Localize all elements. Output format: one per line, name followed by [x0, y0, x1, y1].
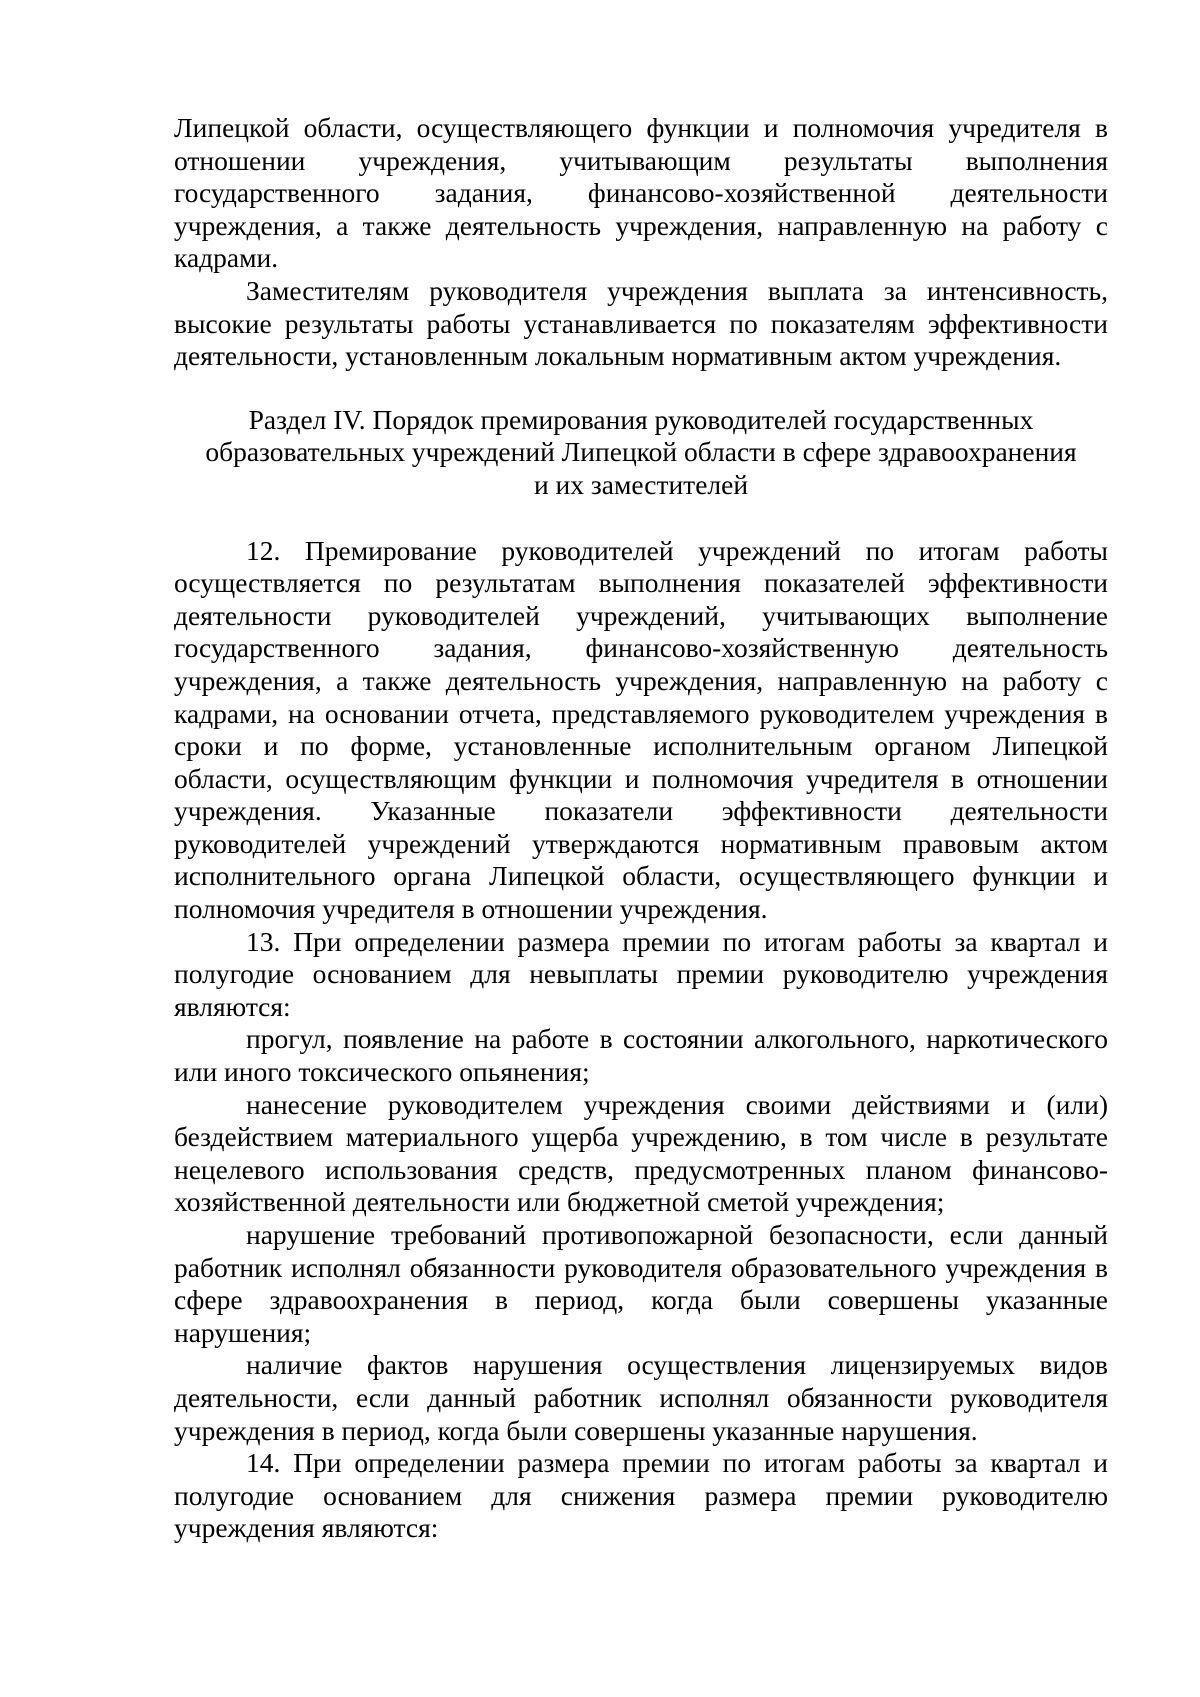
spacer [174, 373, 1108, 404]
intro-continuation-paragraph: Липецкой области, осуществляющего функции и полномочия учредителя в отношении учреждения, учитывающим результаты выполнения государственного задания, финансово-хозяйственной деятельности учреждения, а также деятельность учреждения, направленную на работу с кадрами. [174, 112, 1108, 274]
clause-14-paragraph: 14. При определении размера премии по итогам работы за квартал и полугодие основанием для снижения размера премии руководителю учреждения являются: [174, 1447, 1108, 1544]
spacer [174, 502, 1108, 535]
clause-13-item-3: нарушение требований противопожарной безопасности, если данный работник исполнял обязанности руководителя образовательного учреждения в сфере здравоохранения в период, когда были совершены указанные нарушения; [174, 1219, 1108, 1348]
clause-13-item-4: наличие фактов нарушения осуществления лицензируемых видов деятельности, если данный работник исполнял обязанности руководителя учреждения в период, когда были совершены указанные нарушения. [174, 1349, 1108, 1446]
section-heading-line-2: образовательных учреждений Липецкой области в сфере здравоохранения [205, 436, 1077, 468]
section-heading-line-1: Раздел IV. Порядок премирования руководителей государственных [248, 403, 1034, 435]
clause-13-paragraph: 13. При определении размера премии по итогам работы за квартал и полугодие основанием для невыплаты премии руководителю учреждения являются: [174, 925, 1108, 1022]
clause-13-item-1: прогул, появление на работе в состоянии алкогольного, наркотического или иного токсического опьянения; [174, 1023, 1108, 1088]
clause-13-item-2: нанесение руководителем учреждения своими действиями и (или) бездействием материального ущерба учреждению, в том числе в результате нецелевого использования средств, предусмотренных планом финансово-хозяйственной деятельности или бюджетной сметой учреждения; [174, 1088, 1108, 1218]
section-heading [174, 404, 1108, 502]
clause-12-paragraph: 12. Премирование руководителей учреждений по итогам работы осуществляется по результатам выполнения показателей эффективности деятельности руководителей учреждений, учитывающих выполнение государственного задания, финансово-хозяйственную деятельность учреждения, а также деятельность учреждения, направленную на работу с кадрами, на основании отчета, представляемого руководителем учреждения в сроки и по форме, установленные исполнительным органом Липецкой области, осуществляющим функции и полномочия учредителя в отношении учреждения. Указанные показатели эффективности деятельности руководителей учреждений утверждаются нормативным правовым актом исполнительного органа Липецкой области, осуществляющего функции и полномочия учредителя в отношении учреждения. [174, 534, 1108, 925]
section-heading-line-3: и их заместителей [533, 468, 749, 500]
deputies-paragraph: Заместителям руководителя учреждения выплата за интенсивность, высокие результаты работы устанавливается по показателям эффективности деятельности, установленным локальным нормативным актом учреждения. [174, 274, 1108, 372]
